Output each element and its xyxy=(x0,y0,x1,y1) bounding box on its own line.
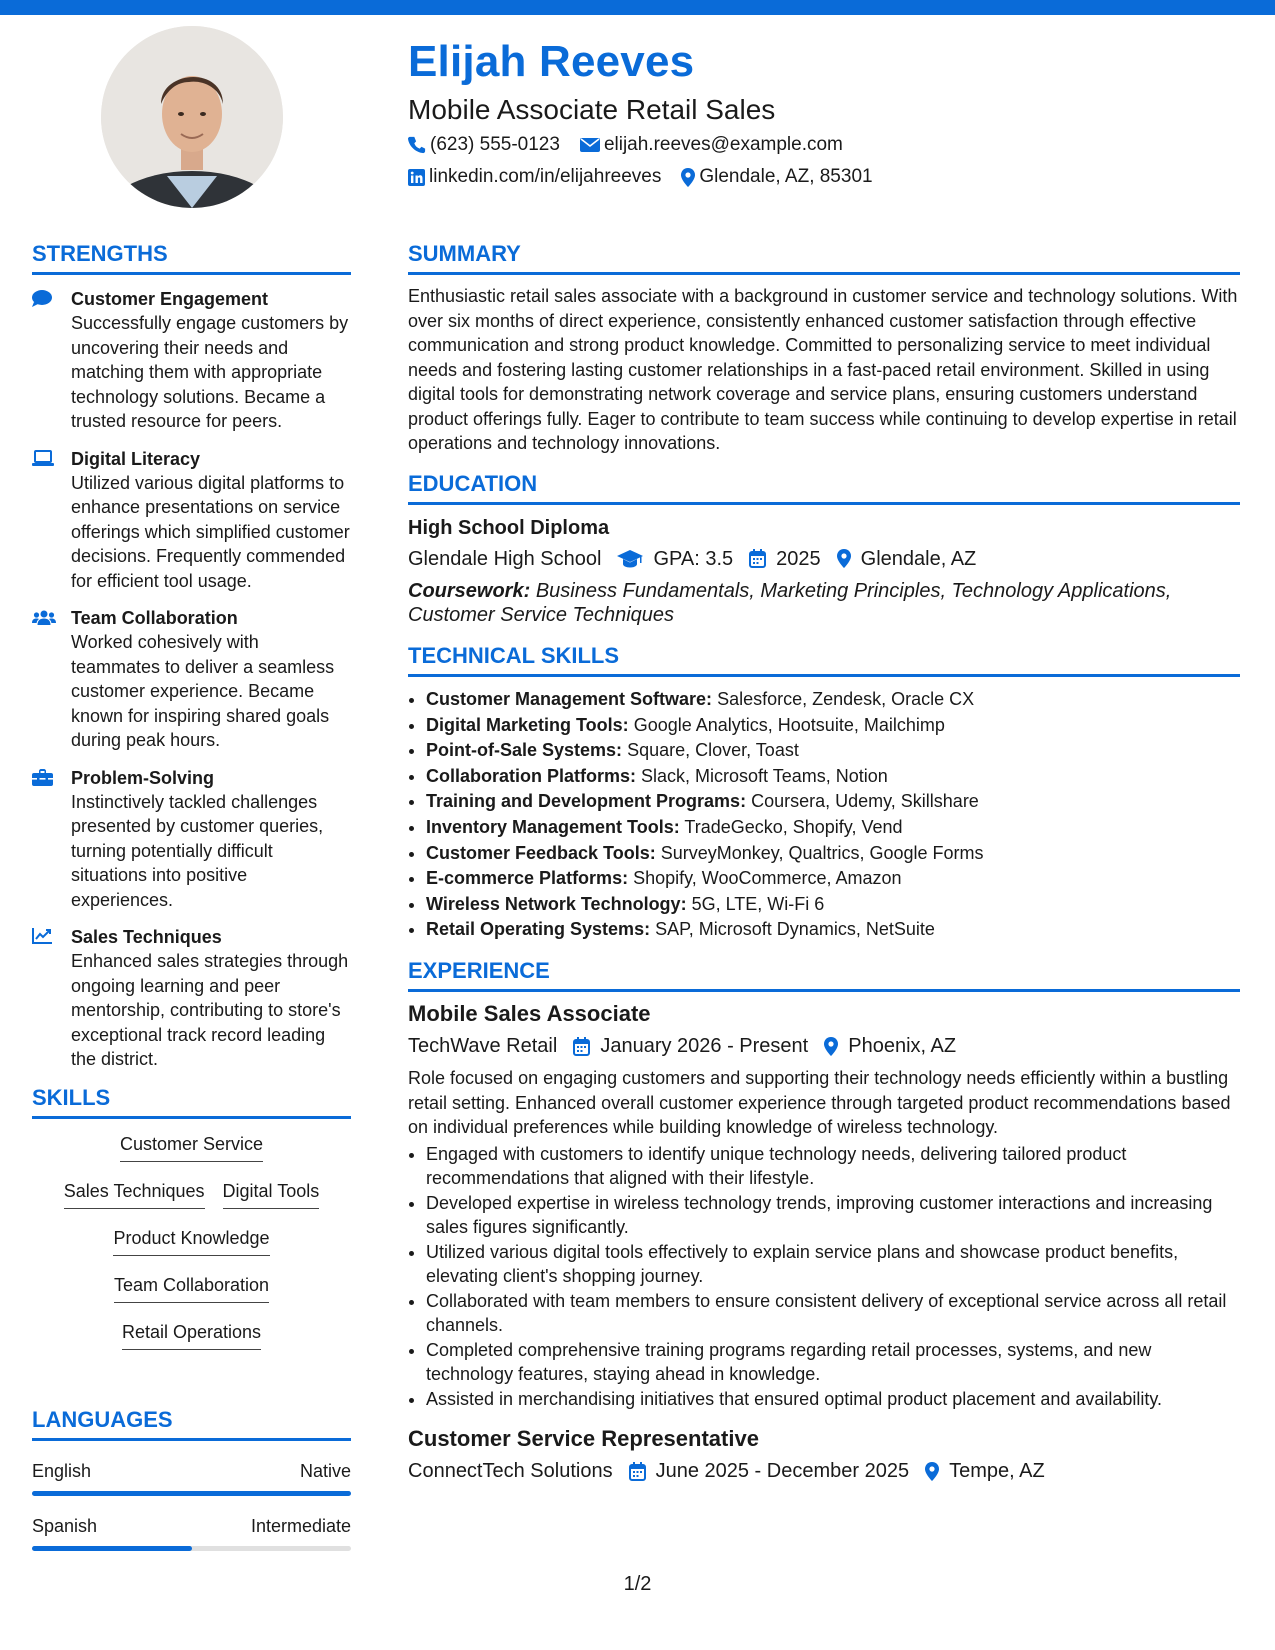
language-level: Native xyxy=(299,1461,351,1482)
map-marker-icon xyxy=(837,549,851,568)
language-bar-fill xyxy=(32,1491,351,1496)
job-title: Customer Service Representative xyxy=(408,1426,759,1452)
location-text: Glendale, AZ, 85301 xyxy=(699,166,873,187)
technical-skills-section xyxy=(408,644,1240,943)
phone-icon xyxy=(408,136,426,154)
languages-section xyxy=(32,1408,351,1551)
language-item xyxy=(32,1459,351,1496)
job-dates: June 2025 - December 2025 xyxy=(655,1460,910,1483)
language-bar xyxy=(32,1546,351,1551)
language-item xyxy=(32,1514,351,1551)
tech-skill-item: • Digital Marketing Tools: Google Analytics, Hootsuite, Mailchimp xyxy=(426,713,1240,739)
tech-skill-item: • Collaboration Platforms: Slack, Microsoft Teams, Notion xyxy=(426,764,1240,790)
job-summary: Role focused on engaging customers and supporting their technology needs efficiently within a bustling retail setting. Enhanced overall customer experience through targeted product recommendations based on individual preferences while building knowledge of wireless technology. xyxy=(408,1068,1231,1138)
skill-chip: Retail Operations xyxy=(122,1321,261,1350)
strength-title: Sales Techniques xyxy=(71,927,222,948)
skill-chip: Digital Tools xyxy=(223,1180,320,1209)
job-meta xyxy=(408,1032,1240,1060)
languages-heading: LANGUAGES xyxy=(32,1408,351,1441)
strength-title: Problem-Solving xyxy=(71,767,215,788)
summary-heading: SUMMARY xyxy=(408,242,1240,275)
job-company: TechWave Retail xyxy=(408,1035,558,1058)
edu-school: Glendale High School xyxy=(408,547,602,570)
edu-year: 2025 xyxy=(776,547,821,570)
technical-skills-list xyxy=(408,687,1240,943)
edu-location: Glendale, AZ xyxy=(860,547,977,570)
contact-row-2 xyxy=(408,166,893,188)
strength-item xyxy=(32,287,351,434)
linkedin-text[interactable]: linkedin.com/in/elijahreeves xyxy=(429,166,662,187)
strength-desc: Enhanced sales strategies through ongoing learning and peer mentorship, contributing to store's exceptional track record leading the district. xyxy=(71,951,349,1070)
strength-title: Team Collaboration xyxy=(71,608,238,629)
contact-row-1 xyxy=(408,134,863,156)
job-meta xyxy=(408,1457,1240,1485)
profile-photo xyxy=(101,26,283,208)
candidate-title: Mobile Associate Retail Sales xyxy=(408,94,776,125)
strength-title: Customer Engagement xyxy=(71,289,269,310)
coursework-label: Coursework: xyxy=(408,579,531,602)
job-bullet: • Developed expertise in wireless technology trends, improving customer interactions and increasing sales figures significantly. xyxy=(426,1191,1240,1240)
calendar-icon xyxy=(573,1037,590,1056)
job-dates: January 2026 - Present xyxy=(600,1035,809,1058)
skill-chip: Customer Service xyxy=(120,1133,263,1162)
tech-skill-item: • Wireless Network Technology: 5G, LTE, Wi-Fi 6 xyxy=(426,892,1240,918)
contact-linkedin[interactable] xyxy=(408,166,661,188)
calendar-icon xyxy=(749,549,766,568)
tech-skill-item: • Retail Operating Systems: SAP, Microsoft Dynamics, NetSuite xyxy=(426,917,1240,943)
summary-section xyxy=(408,242,1240,456)
job-location: Phoenix, AZ xyxy=(848,1035,957,1058)
skills-heading: SKILLS xyxy=(32,1086,351,1119)
graduation-cap-icon xyxy=(617,550,643,568)
chart-line-icon xyxy=(32,928,52,944)
edu-meta xyxy=(408,545,1240,573)
job-bullet: • Utilized various digital tools effectively to explain service plans and showcase product benefits, elevating client's shopping journey. xyxy=(426,1240,1240,1289)
job-company: ConnectTech Solutions xyxy=(408,1460,613,1483)
strength-item xyxy=(32,606,351,753)
tech-skill-item: • E-commerce Platforms: Shopify, WooCommerce, Amazon xyxy=(426,866,1240,892)
contact-location xyxy=(681,166,872,188)
language-bar-fill xyxy=(32,1546,192,1551)
contact-email[interactable] xyxy=(580,134,843,156)
map-marker-icon xyxy=(824,1037,838,1056)
education-section xyxy=(408,472,1240,628)
job-bullet: • Completed comprehensive training programs regarding retail processes, systems, and new technology features, staying ahead in knowledge. xyxy=(426,1338,1240,1387)
language-bar xyxy=(32,1491,351,1496)
email-text[interactable]: elijah.reeves@example.com xyxy=(603,134,843,155)
strengths-heading: STRENGTHS xyxy=(32,242,351,275)
laptop-icon xyxy=(32,450,54,466)
skill-chip: Team Collaboration xyxy=(114,1274,269,1303)
skill-chip: Sales Techniques xyxy=(64,1180,205,1209)
left-column xyxy=(32,242,351,1551)
page-number: 1/2 xyxy=(623,1573,652,1595)
experience-section xyxy=(408,959,1240,1485)
technical-skills-heading: TECHNICAL SKILLS xyxy=(408,644,1240,677)
skills-section xyxy=(32,1086,351,1368)
language-name: Spanish xyxy=(32,1516,98,1537)
comment-icon xyxy=(32,290,52,308)
calendar-icon xyxy=(629,1462,646,1481)
tech-skill-item: • Point-of-Sale Systems: Square, Clover, Toast xyxy=(426,738,1240,764)
strength-item xyxy=(32,447,351,594)
strength-item xyxy=(32,766,351,913)
summary-text: Enthusiastic retail sales associate with a background in customer service and technology solutions. With over six months of direct experience, consistently enhanced customer satisfaction through effective communication and strong product knowledge. Committed to personalizing service to meet individual needs and fostering lasting customer relationships in a fast-paced retail environment. Skilled in using digital tools for demonstrating network coverage and service plans, ensuring customers understand product offerings fully. Eager to contribute to team success while continuing to develop expertise in retail operations and technology innovations. xyxy=(408,286,1238,454)
education-heading: EDUCATION xyxy=(408,472,1240,505)
map-marker-icon xyxy=(681,168,695,187)
tech-skill-item: • Inventory Management Tools: TradeGecko, Shopify, Vend xyxy=(426,815,1240,841)
coursework-text: Business Fundamentals, Marketing Principles, Technology Applications, Customer Service Techniques xyxy=(408,579,1172,627)
strength-item xyxy=(32,925,351,1072)
job-bullet: • Collaborated with team members to ensure consistent delivery of exceptional service across all retail channels. xyxy=(426,1289,1240,1338)
linkedin-icon xyxy=(408,169,425,186)
skills-chips xyxy=(32,1133,351,1368)
tech-skill-item: • Customer Management Software: Salesforce, Zendesk, Oracle CX xyxy=(426,687,1240,713)
edu-coursework xyxy=(408,579,1240,628)
strength-desc: Utilized various digital platforms to enhance presentations on service offerings which simplified customer decisions. Frequently commended for efficient tool usage. xyxy=(71,472,350,591)
language-level: Intermediate xyxy=(250,1516,351,1537)
strength-desc: Worked cohesively with teammates to deliver a seamless customer experience. Became known for inspiring shared goals during peak hours. xyxy=(71,632,335,751)
job-title: Mobile Sales Associate xyxy=(408,1001,651,1027)
experience-heading: EXPERIENCE xyxy=(408,959,1240,992)
language-name: English xyxy=(32,1461,92,1482)
top-accent-bar xyxy=(0,0,1275,15)
edu-gpa: GPA: 3.5 xyxy=(653,547,734,570)
job-bullet: • Engaged with customers to identify unique technology needs, delivering tailored product recommendations that aligned with their lifestyle. xyxy=(426,1142,1240,1191)
skill-chip: Product Knowledge xyxy=(113,1227,269,1256)
toolbox-icon xyxy=(32,769,53,786)
strength-title: Digital Literacy xyxy=(71,448,201,469)
strength-desc: Instinctively tackled challenges presented by customer queries, turning potentially difficult situations into positive experiences. xyxy=(71,791,324,910)
edu-degree: High School Diploma xyxy=(408,516,610,539)
map-marker-icon xyxy=(925,1462,939,1481)
contact-phone xyxy=(408,134,560,156)
right-column xyxy=(408,242,1240,1501)
strengths-list xyxy=(32,287,351,1072)
candidate-name: Elijah Reeves xyxy=(408,37,695,86)
tech-skill-item: • Training and Development Programs: Coursera, Udemy, Skillshare xyxy=(426,789,1240,815)
users-icon xyxy=(32,609,56,626)
envelope-icon xyxy=(580,137,600,153)
job-bullets xyxy=(408,1142,1240,1412)
phone-text: (623) 555-0123 xyxy=(430,134,560,155)
tech-skill-item: • Customer Feedback Tools: SurveyMonkey, Qualtrics, Google Forms xyxy=(426,841,1240,867)
strength-desc: Successfully engage customers by uncovering their needs and matching them with appropriate technology solutions. Became a trusted resource for peers. xyxy=(71,313,349,432)
job-bullet: • Assisted in merchandising initiatives that ensured optimal product placement and availability. xyxy=(426,1387,1240,1412)
job-location: Tempe, AZ xyxy=(949,1460,1045,1483)
